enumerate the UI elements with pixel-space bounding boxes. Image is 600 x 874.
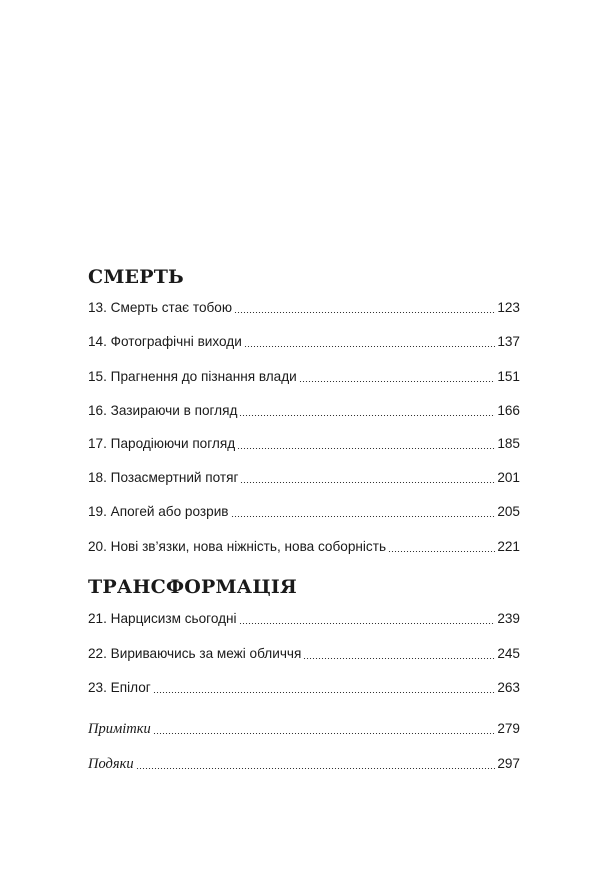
dot-leader (153, 692, 496, 693)
toc-page-number: 205 (497, 504, 520, 519)
toc-page-number: 123 (497, 300, 520, 315)
dot-leader (136, 768, 496, 769)
toc-page-number: 263 (497, 680, 520, 695)
toc-page-number: 239 (497, 611, 520, 626)
toc-page-number: 151 (497, 369, 520, 384)
toc-entry[interactable] (88, 502, 520, 522)
dot-leader (244, 346, 495, 347)
dot-leader (239, 415, 495, 416)
toc-entry-notes[interactable] (88, 719, 520, 739)
toc-entry[interactable] (88, 678, 520, 698)
toc-entry-label: 15. Прагнення до пізнання влади (88, 369, 297, 384)
dot-leader (153, 733, 496, 734)
toc-page-number: 185 (497, 436, 520, 451)
toc-entry[interactable] (88, 367, 520, 387)
toc-page-number: 297 (497, 756, 520, 771)
section-title-transformation: ТРАНСФОРМАЦІЯ (88, 576, 297, 598)
toc-page-number: 166 (497, 403, 520, 418)
toc-entry-label: 18. Позасмертний потяг (88, 470, 239, 485)
section-title-death: СМЕРТЬ (88, 266, 184, 288)
toc-entry-label: 22. Вириваючись за межі обличчя (88, 646, 302, 661)
toc-page-number: 279 (497, 721, 520, 736)
dot-leader (239, 623, 496, 624)
dot-leader (237, 448, 495, 449)
toc-entry[interactable] (88, 537, 520, 557)
toc-entry-label: Подяки (88, 756, 134, 772)
dot-leader (231, 516, 496, 517)
toc-entry-label: 23. Епілог (88, 680, 151, 695)
dot-leader (234, 312, 495, 313)
toc-entry-label: 17. Пародіюючи погляд (88, 436, 236, 451)
toc-entry[interactable] (88, 644, 520, 664)
dot-leader (299, 381, 496, 382)
toc-entry-label: 21. Нарцисизм сьогодні (88, 611, 237, 626)
toc-page-number: 201 (497, 470, 520, 485)
toc-entry-label: 16. Зазираючи в погляд (88, 403, 238, 418)
dot-leader (303, 658, 495, 659)
toc-page-number: 137 (497, 334, 520, 349)
toc-entry-label: 13. Смерть стає тобою (88, 300, 233, 315)
dot-leader (388, 551, 495, 552)
toc-entry[interactable] (88, 609, 520, 629)
toc-entry[interactable] (88, 401, 520, 421)
toc-entry[interactable] (88, 298, 520, 318)
dot-leader (240, 482, 495, 483)
toc-entry-label: 14. Фотографічні виходи (88, 334, 242, 349)
toc-page-number: 221 (497, 539, 520, 554)
toc-entry-label: 20. Нові зв’язки, нова ніжність, нова соборність (88, 539, 387, 554)
toc-entry-label: 19. Апогей або розрив (88, 504, 229, 519)
toc-entry[interactable] (88, 468, 520, 488)
toc-entry[interactable] (88, 332, 520, 352)
toc-entry[interactable] (88, 434, 520, 454)
toc-page-number: 245 (497, 646, 520, 661)
toc-entry-label: Примітки (88, 721, 151, 737)
toc-entry-acknowledgements[interactable] (88, 754, 520, 774)
